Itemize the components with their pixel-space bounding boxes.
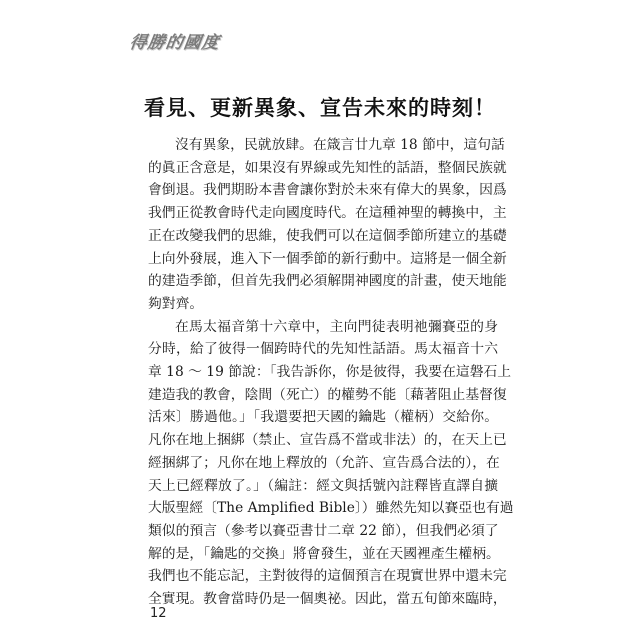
body-text (148, 134, 514, 611)
book-logo: 得勝的國度 (128, 33, 222, 53)
text-line: 在馬太福音第十六章中，主向門徒表明祂彌賽亞的身 (175, 318, 498, 335)
text-line: 類似的預言（參考以賽亞書廿二章 22 節），但我們必須了 (148, 522, 499, 539)
text-line: 建造我的教會，陰間（死亡）的權勢不能〔藉著阻止基督復 (148, 386, 507, 403)
text-line: 分時，給了彼得一個跨時代的先知性話語。馬太福音十六 (148, 341, 498, 358)
text-line: 活來〕勝過他。」「我還要把天國的鑰匙（權柄）交給你。 (148, 409, 498, 426)
text-line: 的眞正含意是，如果沒有界線或先知性的話語，整個民族就 (148, 159, 507, 176)
text-line: 正在改變我們的思維，使我們可以在這個季節所建立的基礎 (148, 227, 507, 244)
text-line: 夠對齊。 (148, 295, 204, 312)
text-line: 我們正從教會時代走向國度時代。在這種神聖的轉換中，主 (148, 205, 507, 222)
text-line: 全實現。教會當時仍是一個奧祕。因此，當五旬節來臨時， (148, 591, 507, 608)
text-line: 凡你在地上捆綁（禁止、宣告爲不當或非法）的，在天上已 (148, 432, 507, 449)
paragraph-1 (148, 134, 507, 316)
text-line: 章 18 ～ 19 節說：「我告訴你，你是彼得，我要在這磐石上 (148, 364, 512, 381)
text-line: 經捆綁了；凡你在地上釋放的（允許、宣告爲合法的），在 (148, 454, 500, 471)
text-line: 會倒退。我們期盼本書會讓你對於未來有偉大的異象，因爲 (148, 182, 507, 199)
paragraph-2 (148, 316, 514, 611)
text-line: 上向外發展，進入下一個季節的新行動中。這將是一個全新 (148, 250, 507, 267)
text-line: 大版聖經〔The Amplified Bible〕）雖然先知以賽亞也有過 (148, 500, 514, 517)
chapter-heading: 看見、更新異象、宣告未來的時刻！ (144, 96, 496, 120)
text-line: 的建造季節，但首先我們必須解開神國度的計畫，使天地能 (148, 273, 507, 290)
text-line: 天上已經釋放了。」（編註：經文與括號內註釋皆直譯自擴 (148, 477, 498, 494)
text-line: 解的是，「鑰匙的交換」將會發生，並在天國裡產生權柄。 (148, 545, 500, 562)
page-number: 12 (150, 606, 167, 621)
text-line: 沒有異象，民就放肆。在箴言廿九章 18 節中，這句話 (175, 137, 505, 153)
text-line: 我們也不能忘記，主對彼得的這個預言在現實世界中還未完 (148, 568, 507, 585)
